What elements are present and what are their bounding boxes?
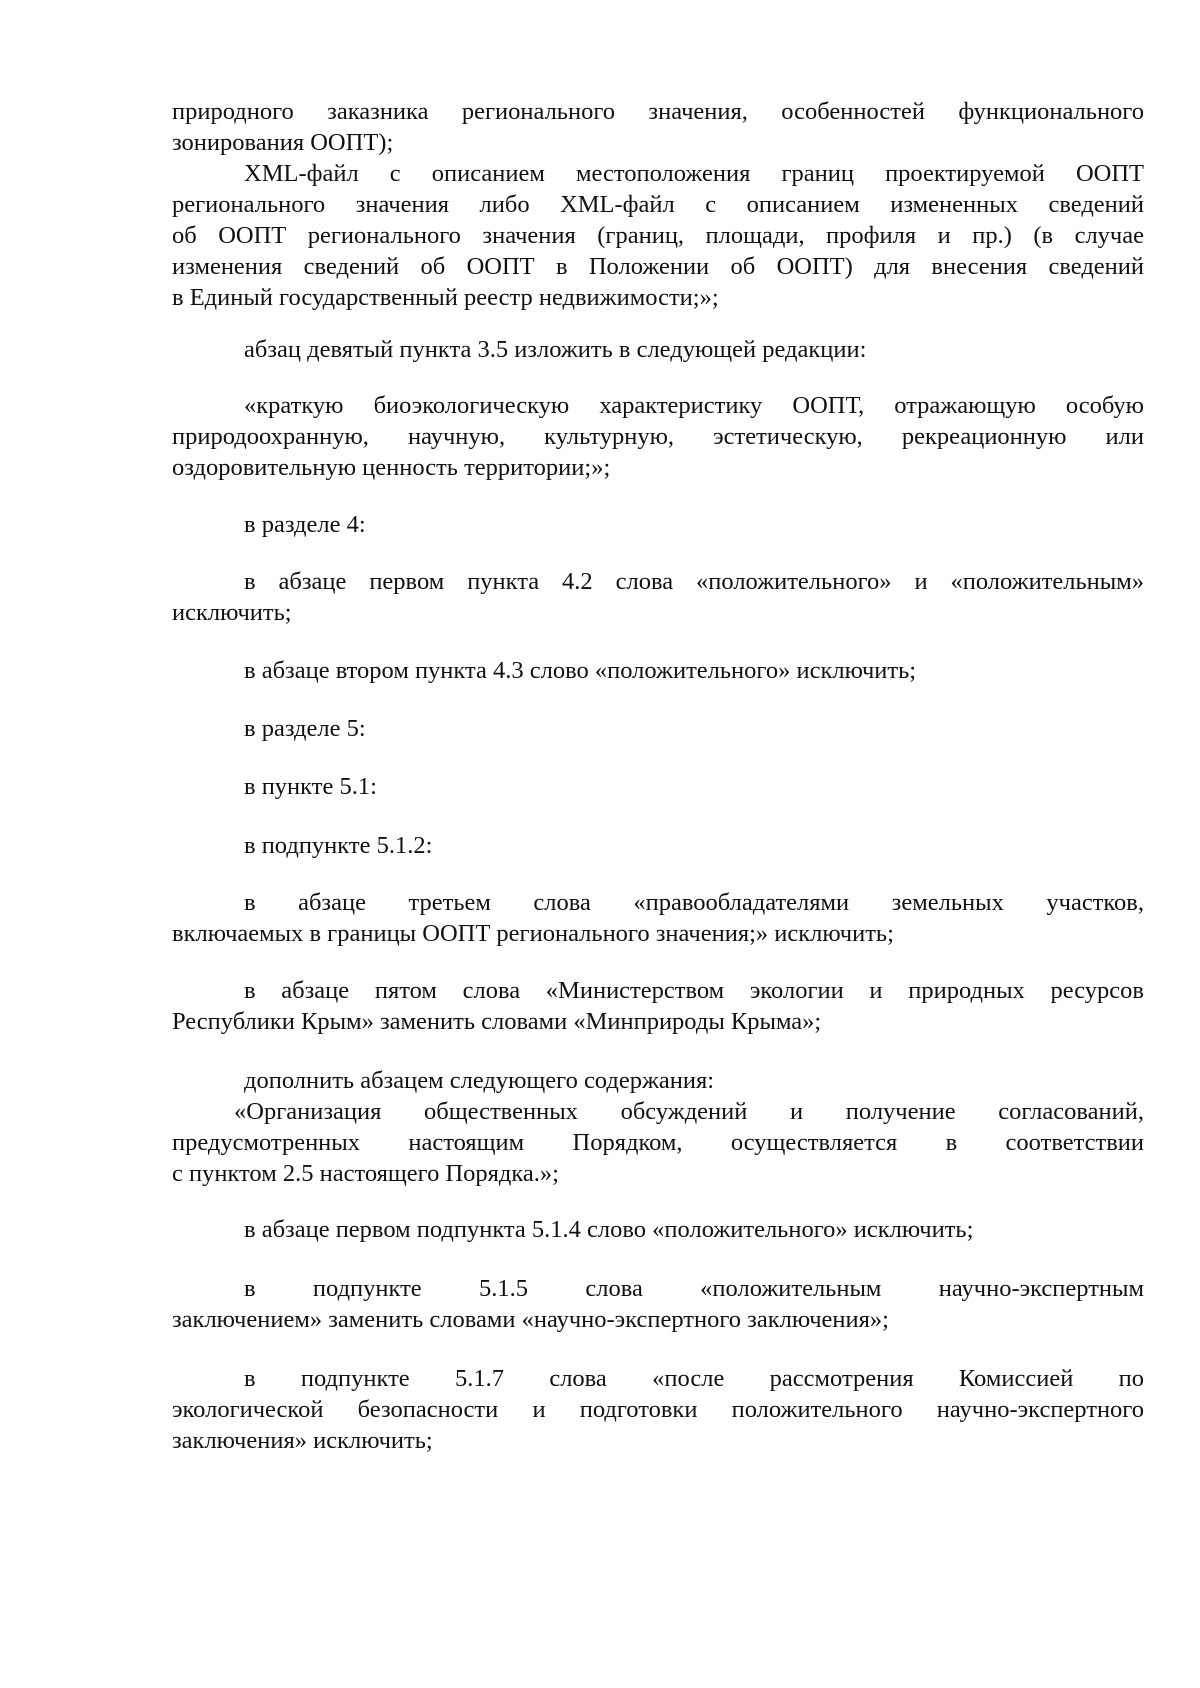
paragraph-6 xyxy=(172,566,1144,628)
text-line: в абзаце третьем слова «правообладателями земельных участков, xyxy=(244,889,1144,916)
paragraph-1 xyxy=(172,96,1144,158)
text-line: об ООПТ регионального значения (границ, площади, профиля и пр.) (в случае xyxy=(172,222,1144,249)
paragraph-8 xyxy=(172,713,1144,744)
text-line: с пунктом 2.5 настоящего Порядка.»; xyxy=(172,1160,559,1187)
text-line: изменения сведений об ООПТ в Положении об ООПТ) для внесения сведений xyxy=(172,253,1144,280)
paragraph-15 xyxy=(172,1214,1144,1245)
text-line: в подпункте 5.1.2: xyxy=(244,832,433,859)
paragraph-5 xyxy=(172,509,1144,540)
paragraph-9 xyxy=(172,771,1144,802)
paragraph-3 xyxy=(172,334,1144,365)
text-line: в подпункте 5.1.5 слова «положительным научно-экспертным xyxy=(244,1275,1144,1302)
text-line: абзац девятый пункта 3.5 изложить в следующей редакции: xyxy=(244,336,867,363)
text-line: в Единый государственный реестр недвижимости;»; xyxy=(172,284,719,311)
text-line: в подпункте 5.1.7 слова «после рассмотрения Комиссией по xyxy=(244,1365,1144,1392)
paragraph-4 xyxy=(172,390,1144,483)
paragraph-11 xyxy=(172,887,1144,949)
text-line: в разделе 5: xyxy=(244,715,366,742)
text-line: природного заказника регионального значения, особенностей функционального xyxy=(172,98,1144,125)
paragraph-13 xyxy=(172,1065,1144,1096)
text-line: исключить; xyxy=(172,599,292,626)
text-line: заключения» исключить; xyxy=(172,1427,433,1454)
text-line: «Организация общественных обсуждений и получение согласований, xyxy=(234,1098,1144,1125)
text-line: в абзаце пятом слова «Министерством экологии и природных ресурсов xyxy=(244,977,1144,1004)
paragraph-14 xyxy=(172,1096,1144,1189)
paragraph-17 xyxy=(172,1363,1144,1456)
text-line: в разделе 4: xyxy=(244,511,366,538)
text-line: зонирования ООПТ); xyxy=(172,129,394,156)
paragraph-10 xyxy=(172,830,1144,861)
paragraph-16 xyxy=(172,1273,1144,1335)
text-line: природоохранную, научную, культурную, эстетическую, рекреационную или xyxy=(172,423,1144,450)
text-line: в абзаце втором пункта 4.3 слово «положительного» исключить; xyxy=(244,657,917,684)
paragraph-12 xyxy=(172,975,1144,1037)
text-line: в абзаце первом пункта 4.2 слова «положительного» и «положительным» xyxy=(244,568,1144,595)
paragraph-7 xyxy=(172,655,1144,686)
text-line: в пункте 5.1: xyxy=(244,773,377,800)
text-line: предусмотренных настоящим Порядком, осуществляется в соответствии xyxy=(172,1129,1144,1156)
text-line: дополнить абзацем следующего содержания: xyxy=(244,1067,715,1094)
text-line: регионального значения либо XML-файл с описанием измененных сведений xyxy=(172,191,1144,218)
text-line: Республики Крым» заменить словами «Минприроды Крыма»; xyxy=(172,1008,822,1035)
text-line: включаемых в границы ООПТ регионального значения;» исключить; xyxy=(172,920,894,947)
text-line: в абзаце первом подпункта 5.1.4 слово «положительного» исключить; xyxy=(244,1216,974,1243)
paragraph-2 xyxy=(172,158,1144,313)
text-line: XML-файл с описанием местоположения границ проектируемой ООПТ xyxy=(244,160,1144,187)
text-line: «краткую биоэкологическую характеристику ООПТ, отражающую особую xyxy=(244,392,1144,419)
text-line: заключением» заменить словами «научно-экспертного заключения»; xyxy=(172,1306,889,1333)
text-line: экологической безопасности и подготовки положительного научно-экспертного xyxy=(172,1396,1144,1423)
text-line: оздоровительную ценность территории;»; xyxy=(172,454,611,481)
